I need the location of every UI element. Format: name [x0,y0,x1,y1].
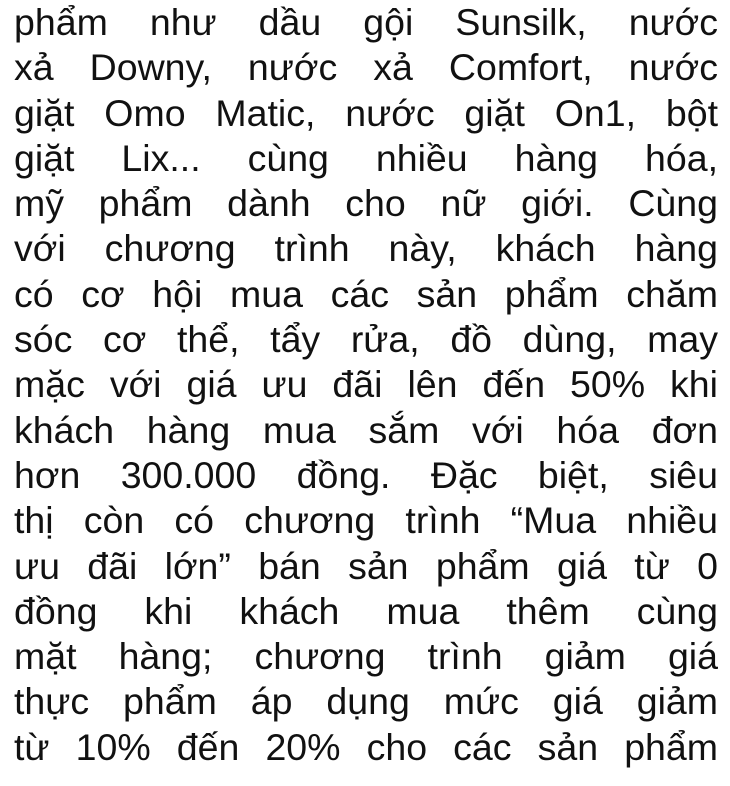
text-line: thị còn có chương trình “Mua nhiều [14,499,718,542]
text-line: sóc cơ thể, tẩy rửa, đồ dùng, may [14,318,718,361]
text-line: giặt Lix... cùng nhiều hàng hóa, [14,136,718,179]
text-line: giặt Omo Matic, nước giặt On1, bột [14,91,718,134]
article-text-block [14,0,718,770]
text-line: có cơ hội mua các sản phẩm chăm [14,272,718,315]
text-line: thực phẩm áp dụng mức giá giảm [14,680,718,723]
text-line: từ 10% đến 20% cho các sản phẩm [14,725,718,768]
text-line: mặt hàng; chương trình giảm giá [14,635,718,678]
text-line: xả Downy, nước xả Comfort, nước [14,46,718,89]
text-line: mặc với giá ưu đãi lên đến 50% khi [14,363,718,406]
text-line: phẩm như dầu gội Sunsilk, nước [14,1,718,43]
text-line: mỹ phẩm dành cho nữ giới. Cùng [14,182,718,225]
text-line: với chương trình này, khách hàng [14,227,718,270]
text-line: khách hàng mua sắm với hóa đơn [14,408,718,451]
text-line: đồng khi khách mua thêm cùng [14,589,718,632]
text-line: ưu đãi lớn” bán sản phẩm giá từ 0 [14,544,718,587]
text-line: hơn 300.000 đồng. Đặc biệt, siêu [14,453,718,496]
